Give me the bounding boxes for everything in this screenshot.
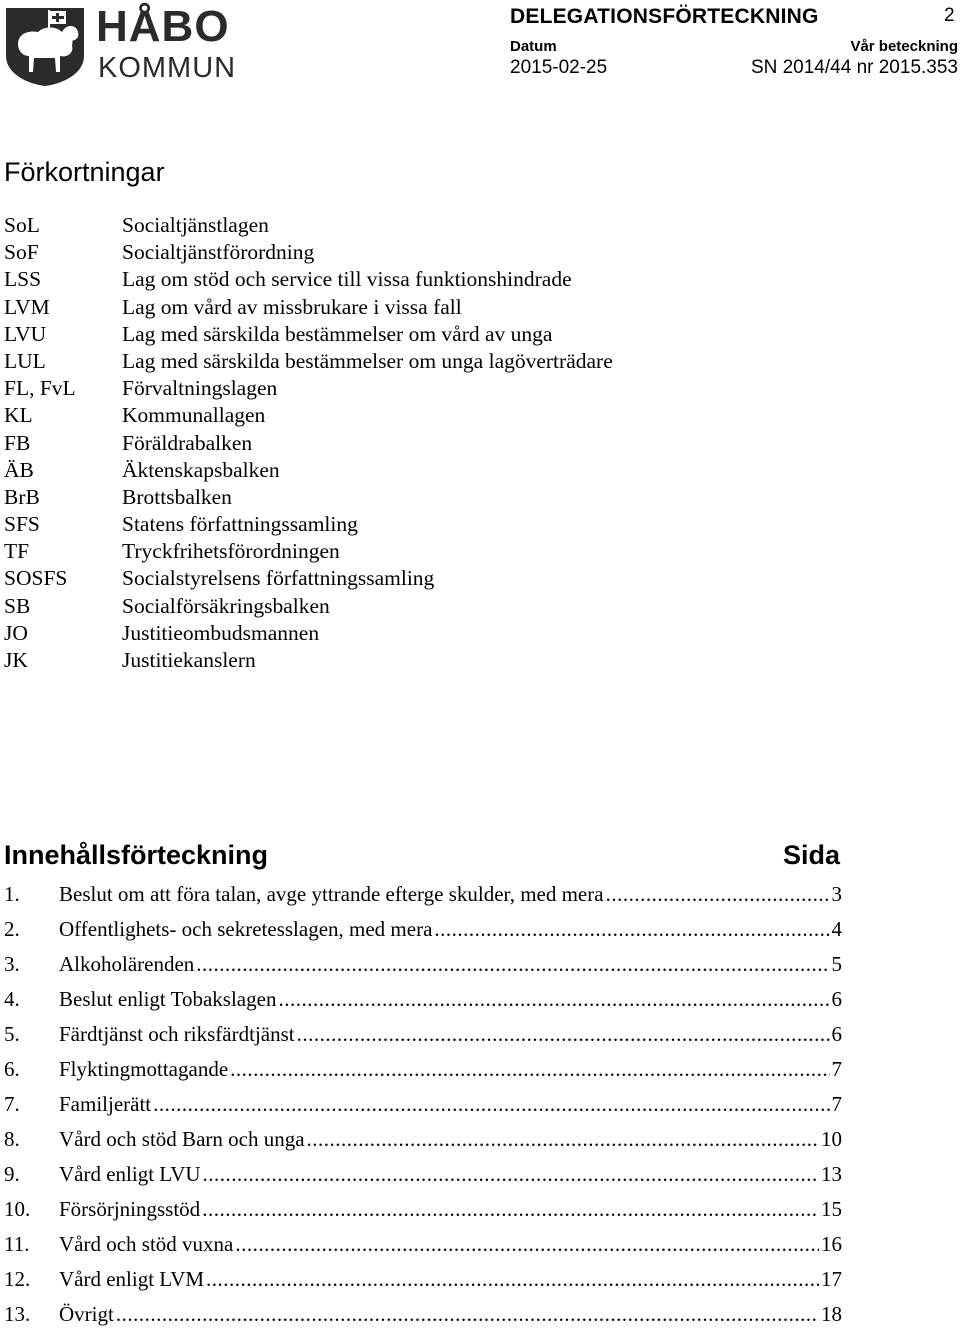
toc-entry-number: 11. bbox=[4, 1232, 30, 1256]
toc-entry-number: 6. bbox=[4, 1057, 20, 1081]
abbreviation-code: FL, FvL bbox=[4, 376, 76, 401]
toc-entry-number: 5. bbox=[4, 1022, 20, 1046]
reference-value: SN 2014/44 nr 2015.353 bbox=[750, 57, 958, 78]
abbreviation-code: SoL bbox=[4, 213, 40, 237]
toc-entry-page: 16 bbox=[821, 1232, 842, 1256]
abbreviation-code: LUL bbox=[4, 348, 46, 373]
toc-entry-number: 8. bbox=[4, 1127, 20, 1151]
toc-entry[interactable] bbox=[4, 1192, 842, 1227]
abbreviation-meaning: Justitiekanslern bbox=[122, 648, 256, 672]
toc-entry-title: Beslut om att föra talan, avge yttrande efterge skulder, med mera bbox=[59, 882, 604, 906]
date-label: Datum bbox=[510, 38, 557, 55]
abbreviation-row bbox=[4, 266, 613, 293]
toc-entry-page: 5 bbox=[831, 952, 842, 976]
toc-list bbox=[4, 877, 842, 1332]
abbreviation-meaning: Förvaltningslagen bbox=[122, 376, 278, 401]
toc-entry[interactable] bbox=[4, 1297, 842, 1332]
toc-entry-title: Vård enligt LVU bbox=[59, 1162, 201, 1186]
abbreviation-code: KL bbox=[4, 403, 33, 428]
toc-dot-leader bbox=[604, 877, 830, 912]
toc-dot-leader bbox=[432, 912, 829, 947]
abbreviation-row bbox=[4, 212, 613, 239]
abbreviations-heading: Förkortningar bbox=[4, 157, 165, 187]
abbreviation-meaning: Socialtjänstlagen bbox=[122, 213, 269, 237]
habo-kommun-logo bbox=[4, 4, 240, 86]
abbreviation-row bbox=[4, 593, 613, 620]
abbreviation-code: JK bbox=[4, 648, 28, 672]
toc-entry-title: Vård enligt LVM bbox=[59, 1267, 205, 1291]
abbreviation-code: BrB bbox=[4, 484, 40, 509]
toc-entry-number: 9. bbox=[4, 1162, 20, 1186]
toc-entry-number: 13. bbox=[4, 1302, 31, 1326]
toc-entry-title: Vård och stöd Barn och unga bbox=[59, 1127, 305, 1151]
toc-entry-number: 1. bbox=[4, 882, 20, 906]
date-value: 2015-02-25 bbox=[510, 57, 608, 78]
abbreviation-row bbox=[4, 430, 613, 457]
abbreviation-row bbox=[4, 375, 613, 402]
abbreviation-row bbox=[4, 239, 613, 266]
toc-entry-title: Färdtjänst och riksfärdtjänst bbox=[59, 1022, 295, 1046]
toc-entry-page: 7 bbox=[831, 1092, 842, 1116]
abbreviation-code: ÄB bbox=[4, 457, 34, 482]
abbreviation-row bbox=[4, 565, 613, 592]
abbreviation-code: SB bbox=[4, 593, 31, 618]
toc-dot-leader bbox=[194, 947, 829, 982]
toc-dot-leader bbox=[228, 1052, 829, 1087]
toc-entry-title: Familjerätt bbox=[59, 1092, 152, 1116]
abbreviation-meaning: Lag med särskilda bestämmelser om unga lagöverträdare bbox=[122, 348, 613, 373]
abbreviation-meaning: Föräldrabalken bbox=[122, 430, 253, 455]
toc-entry-page: 18 bbox=[821, 1302, 842, 1326]
toc-entry-page: 6 bbox=[831, 1022, 842, 1046]
abbreviation-meaning: Socialstyrelsens författningssamling bbox=[122, 566, 435, 591]
toc-entry[interactable] bbox=[4, 1087, 842, 1122]
toc-dot-leader bbox=[201, 1157, 819, 1192]
abbreviation-meaning: Kommunallagen bbox=[122, 403, 266, 428]
logo-text-line2: KOMMUN bbox=[98, 52, 237, 84]
toc-entry-page: 3 bbox=[831, 882, 842, 906]
toc-entry-title: Övrigt bbox=[59, 1302, 114, 1326]
toc-dot-leader bbox=[295, 1017, 830, 1052]
abbreviation-meaning: Socialförsäkringsbalken bbox=[122, 593, 330, 618]
abbreviation-row bbox=[4, 647, 613, 674]
abbreviation-meaning: Socialtjänstförordning bbox=[122, 240, 315, 265]
toc-entry-number: 3. bbox=[4, 952, 20, 976]
abbreviation-row bbox=[4, 511, 613, 538]
abbreviation-meaning: Äktenskapsbalken bbox=[122, 457, 280, 482]
toc-entry-number: 4. bbox=[4, 987, 20, 1011]
toc-dot-leader bbox=[233, 1227, 819, 1262]
abbreviation-code: FB bbox=[4, 430, 31, 455]
abbreviation-code: SoF bbox=[4, 240, 39, 265]
abbreviation-meaning: Brottsbalken bbox=[122, 484, 232, 509]
toc-entry-title: Alkoholärenden bbox=[59, 952, 195, 976]
toc-dot-leader bbox=[114, 1297, 819, 1332]
abbreviation-meaning: Lag om stöd och service till vissa funktionshindrade bbox=[122, 267, 572, 292]
abbreviation-row bbox=[4, 321, 613, 348]
toc-entry-page: 15 bbox=[821, 1197, 842, 1221]
toc-dot-leader bbox=[200, 1192, 819, 1227]
toc-entry-number: 12. bbox=[4, 1267, 31, 1291]
toc-entry[interactable] bbox=[4, 1052, 842, 1087]
toc-entry-page: 17 bbox=[821, 1267, 842, 1291]
toc-entry-page: 13 bbox=[821, 1162, 842, 1186]
abbreviation-code: LVM bbox=[4, 294, 50, 319]
logo-text-line1: HÅBO bbox=[96, 2, 230, 51]
abbreviation-meaning: Lag om vård av missbrukare i vissa fall bbox=[122, 294, 462, 319]
toc-entry-title: Offentlighets- och sekretesslagen, med mera bbox=[59, 917, 433, 941]
toc-dot-leader bbox=[305, 1122, 819, 1157]
abbreviation-row bbox=[4, 402, 613, 429]
toc-entry-title: Flyktingmottagande bbox=[59, 1057, 229, 1081]
toc-entry-title: Beslut enligt Tobakslagen bbox=[59, 987, 277, 1011]
abbreviation-code: LSS bbox=[4, 267, 42, 292]
toc-entry-number: 10. bbox=[4, 1197, 31, 1221]
toc-entry[interactable] bbox=[4, 947, 842, 982]
toc-entry[interactable] bbox=[4, 1262, 842, 1297]
toc-entry-page: 7 bbox=[831, 1057, 842, 1081]
toc-dot-leader bbox=[204, 1262, 819, 1297]
toc-entry-page: 4 bbox=[831, 917, 842, 941]
abbreviation-code: LVU bbox=[4, 321, 47, 346]
abbreviation-row bbox=[4, 484, 613, 511]
abbreviation-row bbox=[4, 538, 613, 565]
toc-dot-leader bbox=[151, 1087, 829, 1122]
abbreviation-code: TF bbox=[4, 539, 30, 564]
toc-entry-page: 6 bbox=[831, 987, 842, 1011]
reference-label: Vår beteckning bbox=[850, 38, 958, 55]
abbreviation-code: JO bbox=[4, 620, 28, 645]
toc-entry-number: 7. bbox=[4, 1092, 20, 1116]
toc-dot-leader bbox=[276, 982, 829, 1017]
toc-entry[interactable] bbox=[4, 1017, 842, 1052]
toc-entry[interactable] bbox=[4, 982, 842, 1017]
page-number: 2 bbox=[944, 5, 955, 26]
toc-entry[interactable] bbox=[4, 1157, 842, 1192]
toc-entry-page: 10 bbox=[821, 1127, 842, 1151]
abbreviations-list bbox=[4, 212, 613, 674]
abbreviation-code: SFS bbox=[4, 512, 40, 537]
abbreviation-meaning: Justitieombudsmannen bbox=[122, 620, 320, 645]
toc-entry[interactable] bbox=[4, 1227, 842, 1262]
abbreviation-meaning: Statens författningssamling bbox=[122, 512, 358, 537]
abbreviation-meaning: Tryckfrihetsförordningen bbox=[122, 539, 340, 564]
toc-entry-number: 2. bbox=[4, 917, 20, 941]
toc-entry[interactable] bbox=[4, 912, 842, 947]
abbreviation-meaning: Lag med särskilda bestämmelser om vård av unga bbox=[122, 321, 553, 346]
toc-heading: Innehållsförteckning bbox=[4, 840, 269, 870]
abbreviation-row bbox=[4, 457, 613, 484]
abbreviation-row bbox=[4, 348, 613, 375]
toc-entry[interactable] bbox=[4, 877, 842, 912]
abbreviation-code: SOSFS bbox=[4, 566, 68, 591]
toc-entry[interactable] bbox=[4, 1122, 842, 1157]
abbreviation-row bbox=[4, 620, 613, 647]
toc-entry-title: Vård och stöd vuxna bbox=[59, 1232, 234, 1256]
toc-page-column-label: Sida bbox=[783, 840, 841, 870]
document-title: DELEGATIONSFÖRTECKNING bbox=[510, 5, 819, 28]
toc-entry-title: Försörjningsstöd bbox=[59, 1197, 201, 1221]
abbreviation-row bbox=[4, 294, 613, 321]
